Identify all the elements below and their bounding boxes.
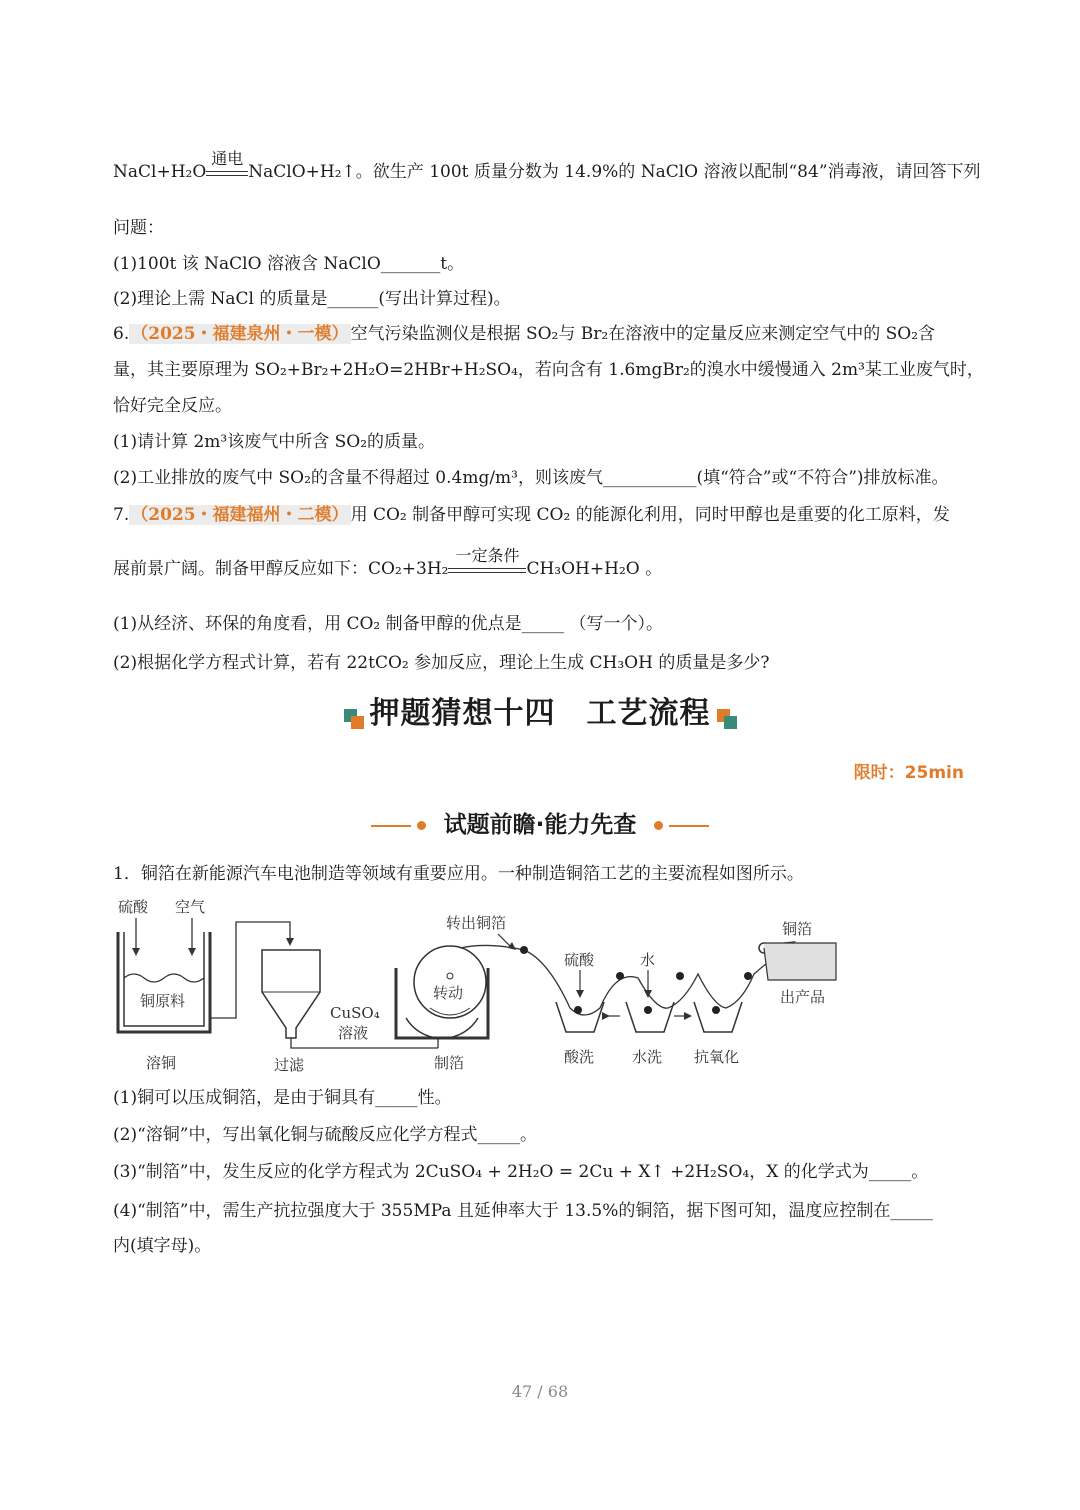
label-water-wash: 水洗: [632, 1048, 663, 1066]
q5-cont: 问题：: [113, 218, 164, 238]
q7-eq-arrow: [448, 545, 526, 582]
label-out-foil: 转出铜箔: [446, 914, 507, 932]
label-air: 空气: [175, 898, 206, 916]
q1-part3: (3)“制箔”中，发生反应的化学方程式为 2CuSO₄ + 2H₂O = 2Cu + X↑ +2H₂SO₄，X 的化学式为_____。: [113, 1162, 929, 1182]
eq-arrow: [206, 148, 248, 185]
q1-part2: (2)“溶铜”中，写出氧化铜与硫酸反应化学方程式_____。: [113, 1125, 537, 1145]
eq-right: NaClO+H₂↑。欲生产 100t 质量分数为 14.9%的 NaClO 溶液以配制“84”消毒液，请回答下列: [248, 162, 981, 182]
q7-line1: 用 CO₂ 制备甲醇可实现 CO₂ 的能源化利用，同时甲醇也是重要的化工原料，发: [350, 505, 950, 525]
dot-icon: [654, 821, 663, 830]
q1-stem: 1．铜箔在新能源汽车电池制造等领域有重要应用。一种制造铜箔工艺的主要流程如图所示。: [113, 864, 804, 884]
q7-source-tag: （2025・福建福州・二模）: [131, 505, 349, 525]
q7-part1: (1)从经济、环保的角度看，用 CO₂ 制备甲醇的优点是_____ （写一个）。: [113, 614, 664, 634]
q6-part2: (2)工业排放的废气中 SO₂的含量不得超过 0.4mg/m³，则该废气___________(填“符合”或“不符合”)排放标准。: [113, 468, 949, 488]
q1-part1: (1)铜可以压成铜箔，是由于铜具有_____性。: [113, 1088, 452, 1108]
process-flow-diagram: [108, 890, 858, 1075]
q7-eq-left: CO₂+3H₂: [368, 559, 449, 579]
dot-icon: [417, 821, 426, 830]
title-deco-left-icon: [344, 709, 364, 729]
eq-condition: 通电: [211, 148, 244, 168]
sub-section-title: 试题前瞻·能力先查: [443, 812, 637, 838]
label-foil: 铜箔: [782, 920, 813, 938]
q7-number: 7.: [113, 505, 130, 525]
q6-line2: 量，其主要原理为 SO₂+Br₂+2H₂O=2HBr+H₂SO₄，若向含有 1.6mgBr₂的溴水中缓慢通入 2m³某工业废气时，: [113, 360, 984, 380]
section-title: 押题猜想十四 工艺流程: [369, 696, 711, 731]
q6-number: 6.: [113, 324, 130, 344]
title-deco-right-icon: [717, 709, 737, 729]
label-anti-ox: 抗氧化: [694, 1048, 740, 1066]
label-make-foil: 制箔: [434, 1054, 465, 1072]
label-filter: 过滤: [274, 1056, 305, 1074]
q5-part1: (1)100t 该 NaClO 溶液含 NaClO_______t。: [113, 254, 465, 274]
q7-eq-right: CH₃OH+H₂O 。: [526, 559, 663, 579]
section-header: [0, 688, 1080, 732]
label-copper-raw: 铜原料: [140, 992, 186, 1010]
label-dissolve: 溶铜: [146, 1054, 177, 1072]
label-solution: 溶液: [338, 1024, 369, 1042]
q6-line1: 空气污染监测仪是根据 SO₂与 Br₂在溶液中的定量反应来测定空气中的 SO₂含: [350, 324, 936, 344]
q6-source-tag: （2025・福建泉州・一模）: [131, 324, 349, 344]
label-rotate: 转动: [433, 984, 464, 1002]
page-number: 47 / 68: [511, 1382, 569, 1401]
q5-part2: (2)理论上需 NaCl 的质量是______(写出计算过程)。: [113, 289, 511, 309]
q6-stem: [113, 322, 935, 346]
q6-line3: 恰好完全反应。: [113, 396, 232, 416]
eq-left: NaCl+H₂O: [113, 162, 207, 182]
q7-stem: [113, 503, 950, 527]
q1-part4: (4)“制箔”中，需生产抗拉强度大于 355MPa 且延伸率大于 13.5%的铜箔，据下图可知，温度应控制在_____: [113, 1201, 933, 1221]
q7-line2-pre: 展前景广阔。制备甲醇反应如下：: [113, 559, 368, 579]
label-acid-wash: 酸洗: [564, 1048, 595, 1066]
time-limit: 限时：25min: [853, 763, 964, 783]
sub-section-header: [0, 806, 1080, 839]
equation-line: [113, 148, 981, 185]
label-acid2: 硫酸: [564, 951, 595, 969]
label-cuso4: CuSO₄: [330, 1004, 380, 1022]
q7-line2: [113, 545, 663, 582]
q1-part4-cont: 内(填字母)。: [113, 1236, 212, 1256]
q6-part1: (1)请计算 2m³该废气中所含 SO₂的质量。: [113, 432, 436, 452]
label-product: 出产品: [780, 988, 826, 1006]
label-sulfuric-acid: 硫酸: [118, 898, 149, 916]
q7-eq-condition: 一定条件: [455, 545, 520, 565]
label-water: 水: [640, 951, 656, 969]
q7-part2: (2)根据化学方程式计算，若有 22tCO₂ 参加反应，理论上生成 CH₃OH 的质量是多少?: [113, 653, 770, 673]
